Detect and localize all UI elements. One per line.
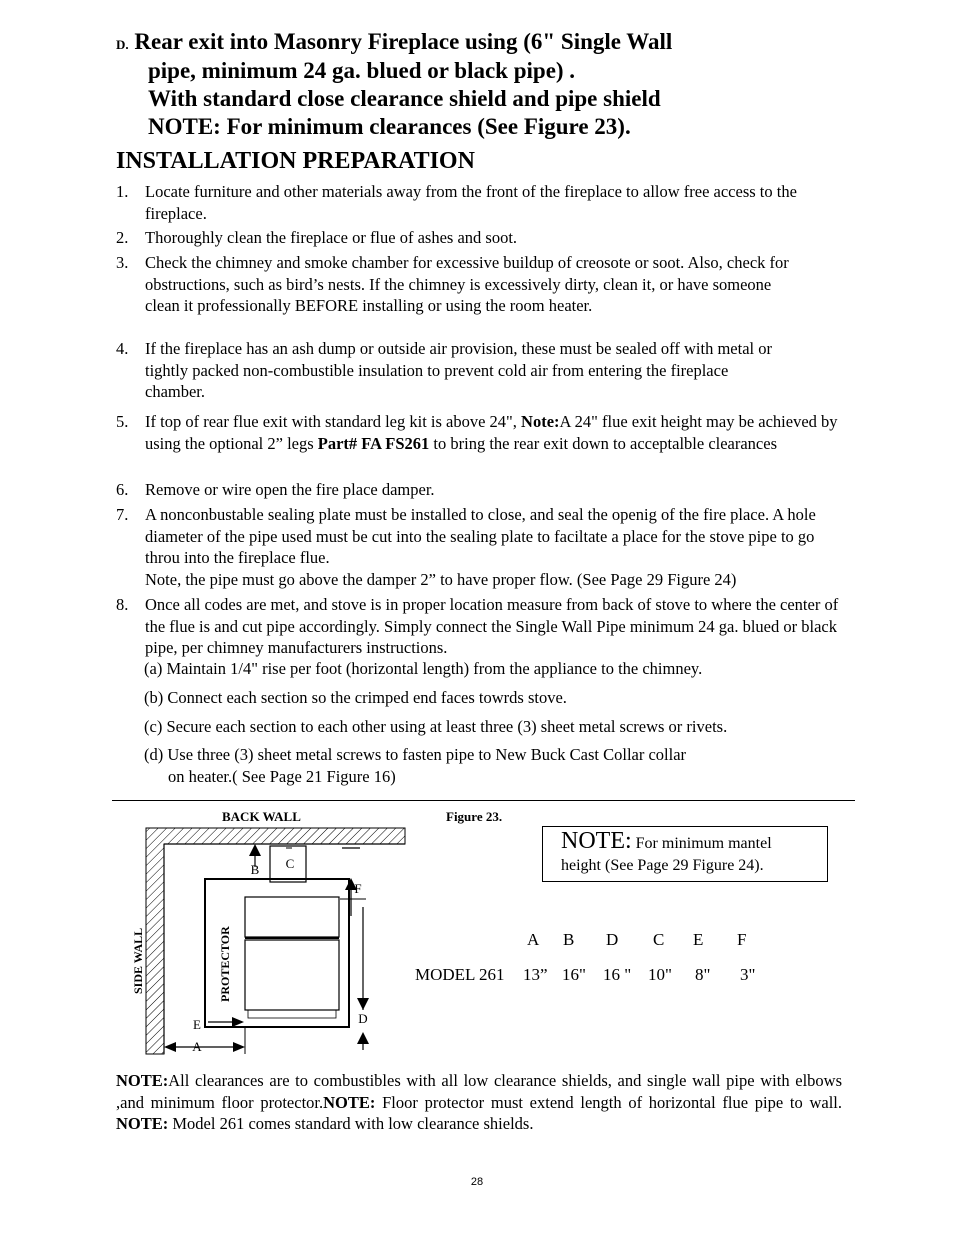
- model-name: MODEL 261: [415, 965, 505, 984]
- note-label: NOTE:: [116, 1114, 169, 1133]
- note-text-2: height (See Page 29 Figure 24).: [561, 857, 764, 874]
- item-number: 6.: [116, 480, 129, 499]
- value-c: 10": [648, 965, 672, 984]
- section-title: INSTALLATION PREPARATION: [116, 148, 475, 174]
- dim-label-b: B: [250, 862, 260, 877]
- col-header-b: B: [563, 930, 575, 949]
- clearance-table-row: [0, 965, 954, 987]
- subitem-d-continued: on heater.( See Page 21 Figure 16): [168, 767, 396, 786]
- dim-label-c: C: [285, 856, 295, 871]
- item-number: 4.: [116, 339, 129, 358]
- col-header-a: A: [527, 930, 540, 949]
- protector-label: PROTECTOR: [218, 926, 232, 1002]
- section-heading-line-2: pipe, minimum 24 ga. blued or black pipe) .: [148, 58, 576, 83]
- back-wall-label: BACK WALL: [222, 809, 301, 824]
- heading-text-1: Rear exit into Masonry Fireplace using (6" Single Wall: [134, 29, 673, 54]
- dim-label-d: D: [358, 1011, 368, 1026]
- stove-hearth: [248, 1010, 336, 1018]
- item-text-part: to bring the rear exit down to acceptalble clearances: [429, 433, 778, 453]
- item-text-part: If top of rear flue exit with standard leg kit is above 24",: [145, 412, 522, 431]
- item-text-part: A 24" flue exit height may be achieved by using the optional 2” legs: [145, 412, 838, 453]
- note-text: Floor protector must extend length of horizontal flue pipe to wall.: [375, 1092, 842, 1112]
- col-header-f: F: [737, 930, 747, 949]
- item-text: [145, 227, 845, 249]
- item-number: 7.: [116, 505, 129, 524]
- section-letter: D.: [116, 37, 129, 52]
- note-title: NOTE:: [561, 828, 632, 854]
- section-heading-line-3: With standard close clearance shield and pipe shield: [148, 86, 661, 111]
- item-text-part: A nonconbustable sealing plate must be installed to close, and seal the openig of the fire place. A hole diameter of the pipe used must be cut into the sealing plate to faciltate a place for the stove pipe to go throu into the fireplace flue.: [145, 505, 816, 567]
- item-text: [145, 504, 845, 590]
- subitem-c: (c) Secure each section to each other using at least three (3) sheet metal screws or rivets.: [144, 717, 728, 736]
- item-text: [145, 411, 845, 454]
- value-d: 16 ": [603, 965, 632, 984]
- value-a: 13”: [523, 965, 548, 984]
- note-text-1: For minimum mantel: [631, 835, 772, 852]
- divider: [112, 800, 855, 801]
- item-text: [145, 338, 785, 403]
- item-text-bold: Note:: [521, 412, 560, 431]
- dim-label-f: F: [354, 881, 362, 896]
- clearance-note: [116, 1070, 842, 1135]
- col-header-c: C: [653, 930, 665, 949]
- value-e: 8": [695, 965, 711, 984]
- item-number: 2.: [116, 228, 129, 247]
- item-text: [145, 594, 845, 659]
- item-text-part: If the fireplace has an ash dump or outside air provision, these must be sealed off with metal or tightly packed non-combustible insulation to prevent cold air from entering the fireplace chamber.: [145, 339, 772, 401]
- note-text: Model 261 comes standard with low clearance shields.: [168, 1114, 534, 1133]
- col-header-e: E: [693, 930, 704, 949]
- item-number: 1.: [116, 182, 129, 201]
- value-f: 3": [740, 965, 756, 984]
- side-wall-label: SIDE WALL: [131, 927, 145, 994]
- item-number: 8.: [116, 595, 129, 614]
- item-text-bold: Part# FA FS261: [317, 433, 430, 453]
- item-note: Note, the pipe must go above the damper 2” to have proper flow. (See Page 29 Figure 24): [145, 569, 737, 589]
- item-text-part: Thoroughly clean the fireplace or flue of ashes and soot.: [145, 228, 518, 247]
- dim-label-a: A: [192, 1039, 202, 1054]
- note-label: NOTE:: [323, 1092, 376, 1112]
- subitem-a: (a) Maintain 1/4" rise per foot (horizontal length) from the appliance to the chimney.: [144, 659, 703, 678]
- mantel-note-box: [542, 826, 828, 882]
- col-header-d: D: [606, 930, 619, 949]
- item-text: [145, 252, 805, 317]
- note-label: NOTE:: [116, 1071, 169, 1090]
- item-number: 3.: [116, 253, 129, 272]
- dim-label-e: E: [193, 1017, 201, 1032]
- item-text-part: Remove or wire open the fire place damper.: [145, 480, 435, 499]
- section-heading-line-4: NOTE: For minimum clearances (See Figure 23).: [148, 114, 631, 139]
- figure-label: Figure 23.: [446, 809, 503, 824]
- item-text-part: Once all codes are met, and stove is in proper location measure from back of stove to where the center of the flue is and cut pipe accordingly. Simply connect the Single Wall Pipe minimum 24 ga. blued or black pipe, per chimney manufacturers instructions.: [145, 595, 839, 657]
- item-text-part: Check the chimney and smoke chamber for excessive buildup of creosote or soot. Also, check for obstructions, such as bird’s nests. If the chimney is excessively dirty, clean it, or have someone clean it professionally BEFORE installing or using the room heater.: [145, 253, 789, 315]
- subitem-b: (b) Connect each section so the crimped end faces towrds stove.: [144, 688, 567, 707]
- item-text: [145, 181, 845, 224]
- value-b: 16": [562, 965, 586, 984]
- section-heading-line-1: [116, 28, 672, 59]
- clearance-table-header: [0, 930, 954, 952]
- item-text-part: Locate furniture and other materials away from the front of the fireplace to allow free access to the fireplace.: [145, 182, 797, 223]
- subitem-d: (d) Use three (3) sheet metal screws to fasten pipe to New Buck Cast Collar collar: [144, 745, 687, 764]
- item-text: [145, 479, 845, 501]
- note-text: All clearances are to combustibles with all low clearance shields, and single wall pipe with elbows ,and minimum floor protector.: [116, 1071, 842, 1112]
- item-number: 5.: [116, 412, 129, 431]
- page-number: 28: [470, 1176, 484, 1188]
